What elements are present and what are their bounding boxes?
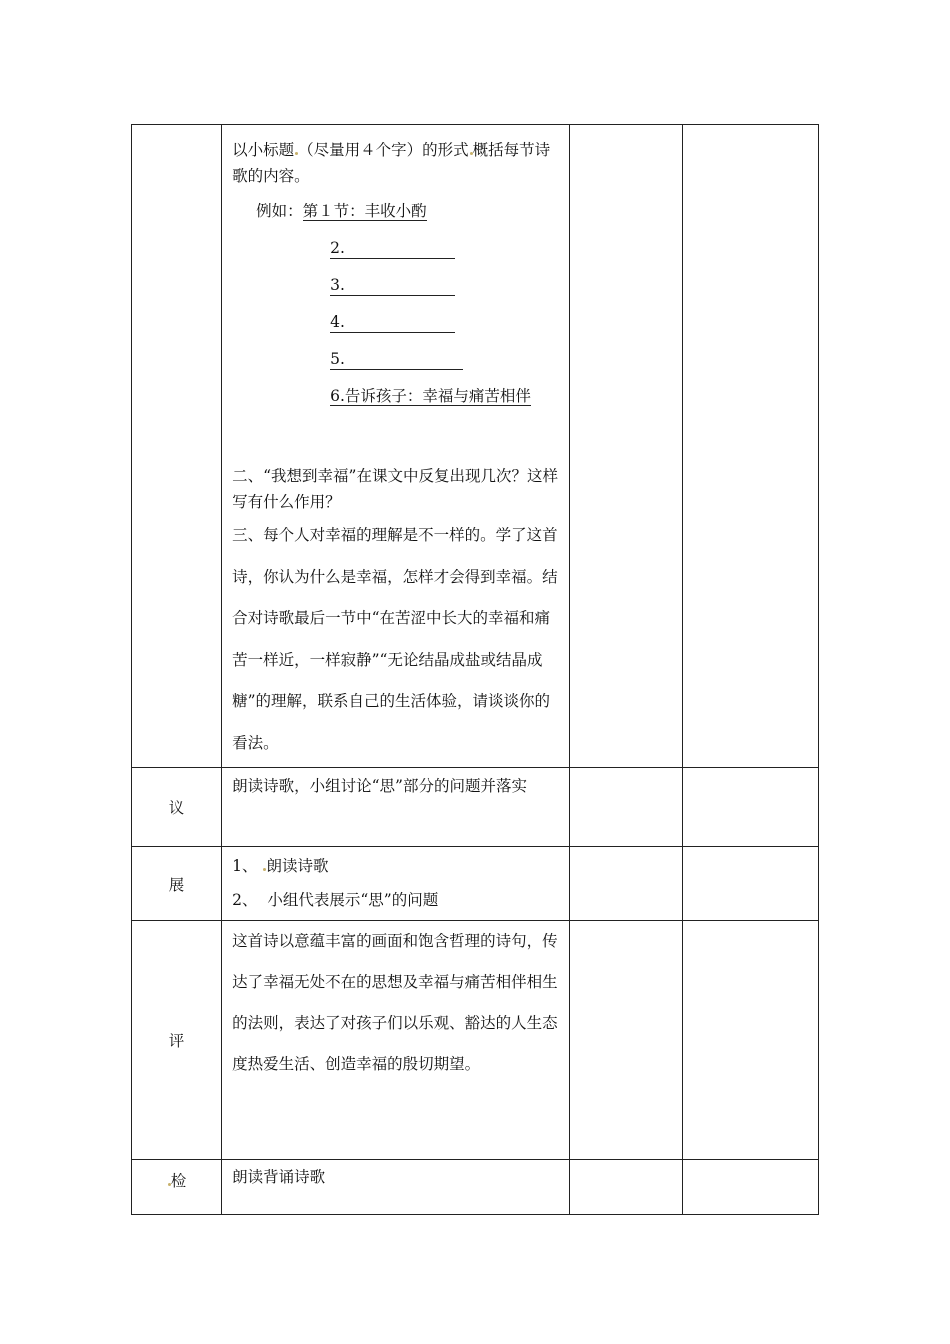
blank-line-5: 5.: [232, 341, 561, 378]
stage-cell: [132, 125, 222, 768]
empty-cell: [569, 125, 682, 768]
content-cell: [222, 1160, 570, 1215]
stage-label-ping: 评: [132, 921, 222, 1160]
stage-label-yi: 议: [132, 768, 222, 847]
stage-label-jian: 检: [132, 1160, 222, 1215]
empty-cell: [569, 1160, 682, 1215]
empty-cell: [569, 768, 682, 847]
empty-cell: [682, 1160, 818, 1215]
item-6: 6.告诉孩子：幸福与痛苦相伴: [330, 387, 531, 405]
intro-text: 以小标题 （尽量用４个字）的形式 概括每节诗歌的内容。: [232, 141, 551, 185]
content-cell: [222, 125, 570, 768]
example-line: 例如：第１节：丰收小酌: [256, 202, 427, 220]
empty-cell: [569, 921, 682, 1160]
empty-cell: [682, 125, 818, 768]
discussion-text: 朗读诗歌，小组讨论“思”部分的问题并落实: [232, 777, 527, 795]
blank-line-4: 4.: [232, 304, 561, 341]
show-item-2: 2、 小组代表展示“思”的问题: [232, 891, 439, 909]
table-row: [132, 921, 819, 1160]
table-row: [132, 1160, 819, 1215]
check-text: 朗读背诵诗歌: [232, 1168, 326, 1186]
table-row: [132, 847, 819, 921]
stage-label-zhan: 展: [132, 847, 222, 921]
table-row: [132, 125, 819, 768]
show-item-1: 1、 朗读诗歌: [232, 857, 329, 875]
question-2: 二、“我想到幸福”在课文中反复出现几次？这样写有什么作用？: [232, 467, 558, 511]
empty-cell: [569, 847, 682, 921]
empty-cell: [682, 847, 818, 921]
content-cell: [222, 921, 570, 1160]
lesson-plan-table: [131, 124, 819, 1215]
blank-line-3: 3.: [232, 267, 561, 304]
evaluation-text: 这首诗以意蕴丰富的画面和饱含哲理的诗句，传达了幸福无处不在的思想及幸福与痛苦相伴相生的法则，表达了对孩子们以乐观、豁达的人生态度热爱生活、创造幸福的殷切期望。: [232, 932, 558, 1073]
table-row: [132, 768, 819, 847]
question-3: 三、每个人对幸福的理解是不一样的。学了这首诗，你认为什么是幸福，怎样才会得到幸福。结合对诗歌最后一节中“在苦涩中长大的幸福和痛苦一样近，一样寂静”“无论结晶成盐或结晶成糖”的理解，联系自己的生活体验，请谈谈你的看法。: [232, 526, 558, 752]
content-cell: [222, 847, 570, 921]
content-cell: [222, 768, 570, 847]
blank-line-2: 2.: [232, 230, 561, 267]
empty-cell: [682, 921, 818, 1160]
empty-cell: [682, 768, 818, 847]
